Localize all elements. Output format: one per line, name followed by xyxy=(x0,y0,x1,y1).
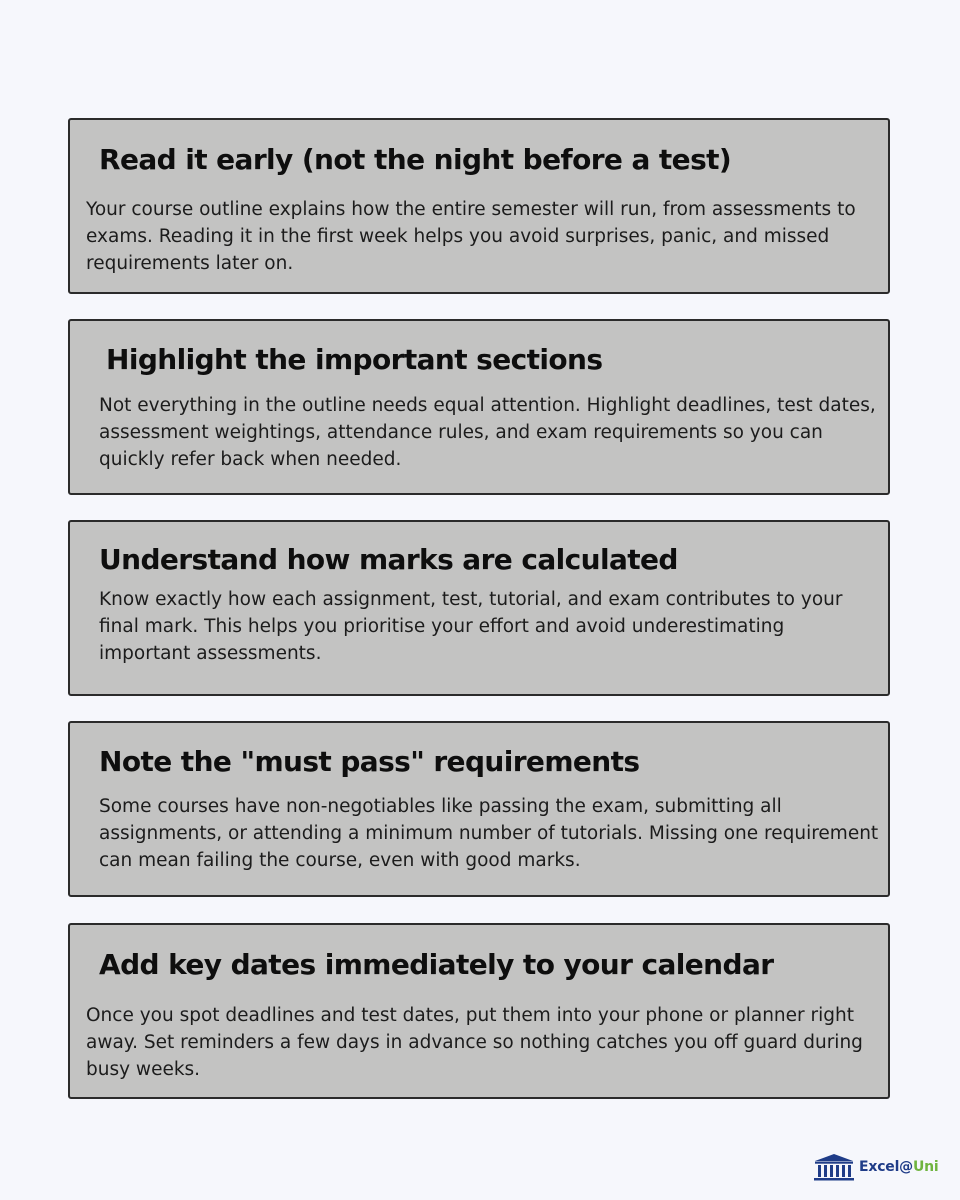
tip-card xyxy=(68,118,890,294)
tip-card xyxy=(68,520,890,696)
tip-card xyxy=(68,319,890,495)
tip-heading: Note the "must pass" requirements xyxy=(99,745,640,778)
tip-body: Once you spot deadlines and test dates, put them into your phone or planner right away. Set reminders a few days in advance so nothing catches you off guard during busy weeks. xyxy=(86,1005,863,1080)
tip-heading: Add key dates immediately to your calendar xyxy=(99,948,774,981)
columns-building-icon xyxy=(812,1152,856,1182)
tip-body: Some courses have non-negotiables like passing the exam, submitting all assignments, or attending a minimum number of tutorials. Missing one requirement can mean failing the course, even with good marks. xyxy=(99,796,879,871)
tip-heading: Understand how marks are calculated xyxy=(99,543,678,576)
tip-body: Not everything in the outline needs equal attention. Highlight deadlines, test dates, assessment weightings, attendance rules, and exam requirements so you can quickly refer back when needed. xyxy=(99,395,876,470)
tip-card xyxy=(68,721,890,897)
logo-uni-text: Uni xyxy=(913,1159,939,1175)
tip-card xyxy=(68,923,890,1099)
excel-at-uni-logo xyxy=(812,1150,939,1184)
tip-heading: Read it early (not the night before a test) xyxy=(99,143,732,176)
logo-wordmark xyxy=(859,1159,939,1175)
tip-body: Your course outline explains how the entire semester will run, from assessments to exams. Reading it in the first week helps you avoid surprises, panic, and missed requirements later on. xyxy=(86,199,856,274)
tip-heading: Highlight the important sections xyxy=(106,343,603,376)
logo-excel-text: Excel@ xyxy=(859,1159,913,1175)
tip-body: Know exactly how each assignment, test, tutorial, and exam contributes to your final mark. This helps you prioritise your effort and avoid underestimating important assessments. xyxy=(99,589,843,664)
